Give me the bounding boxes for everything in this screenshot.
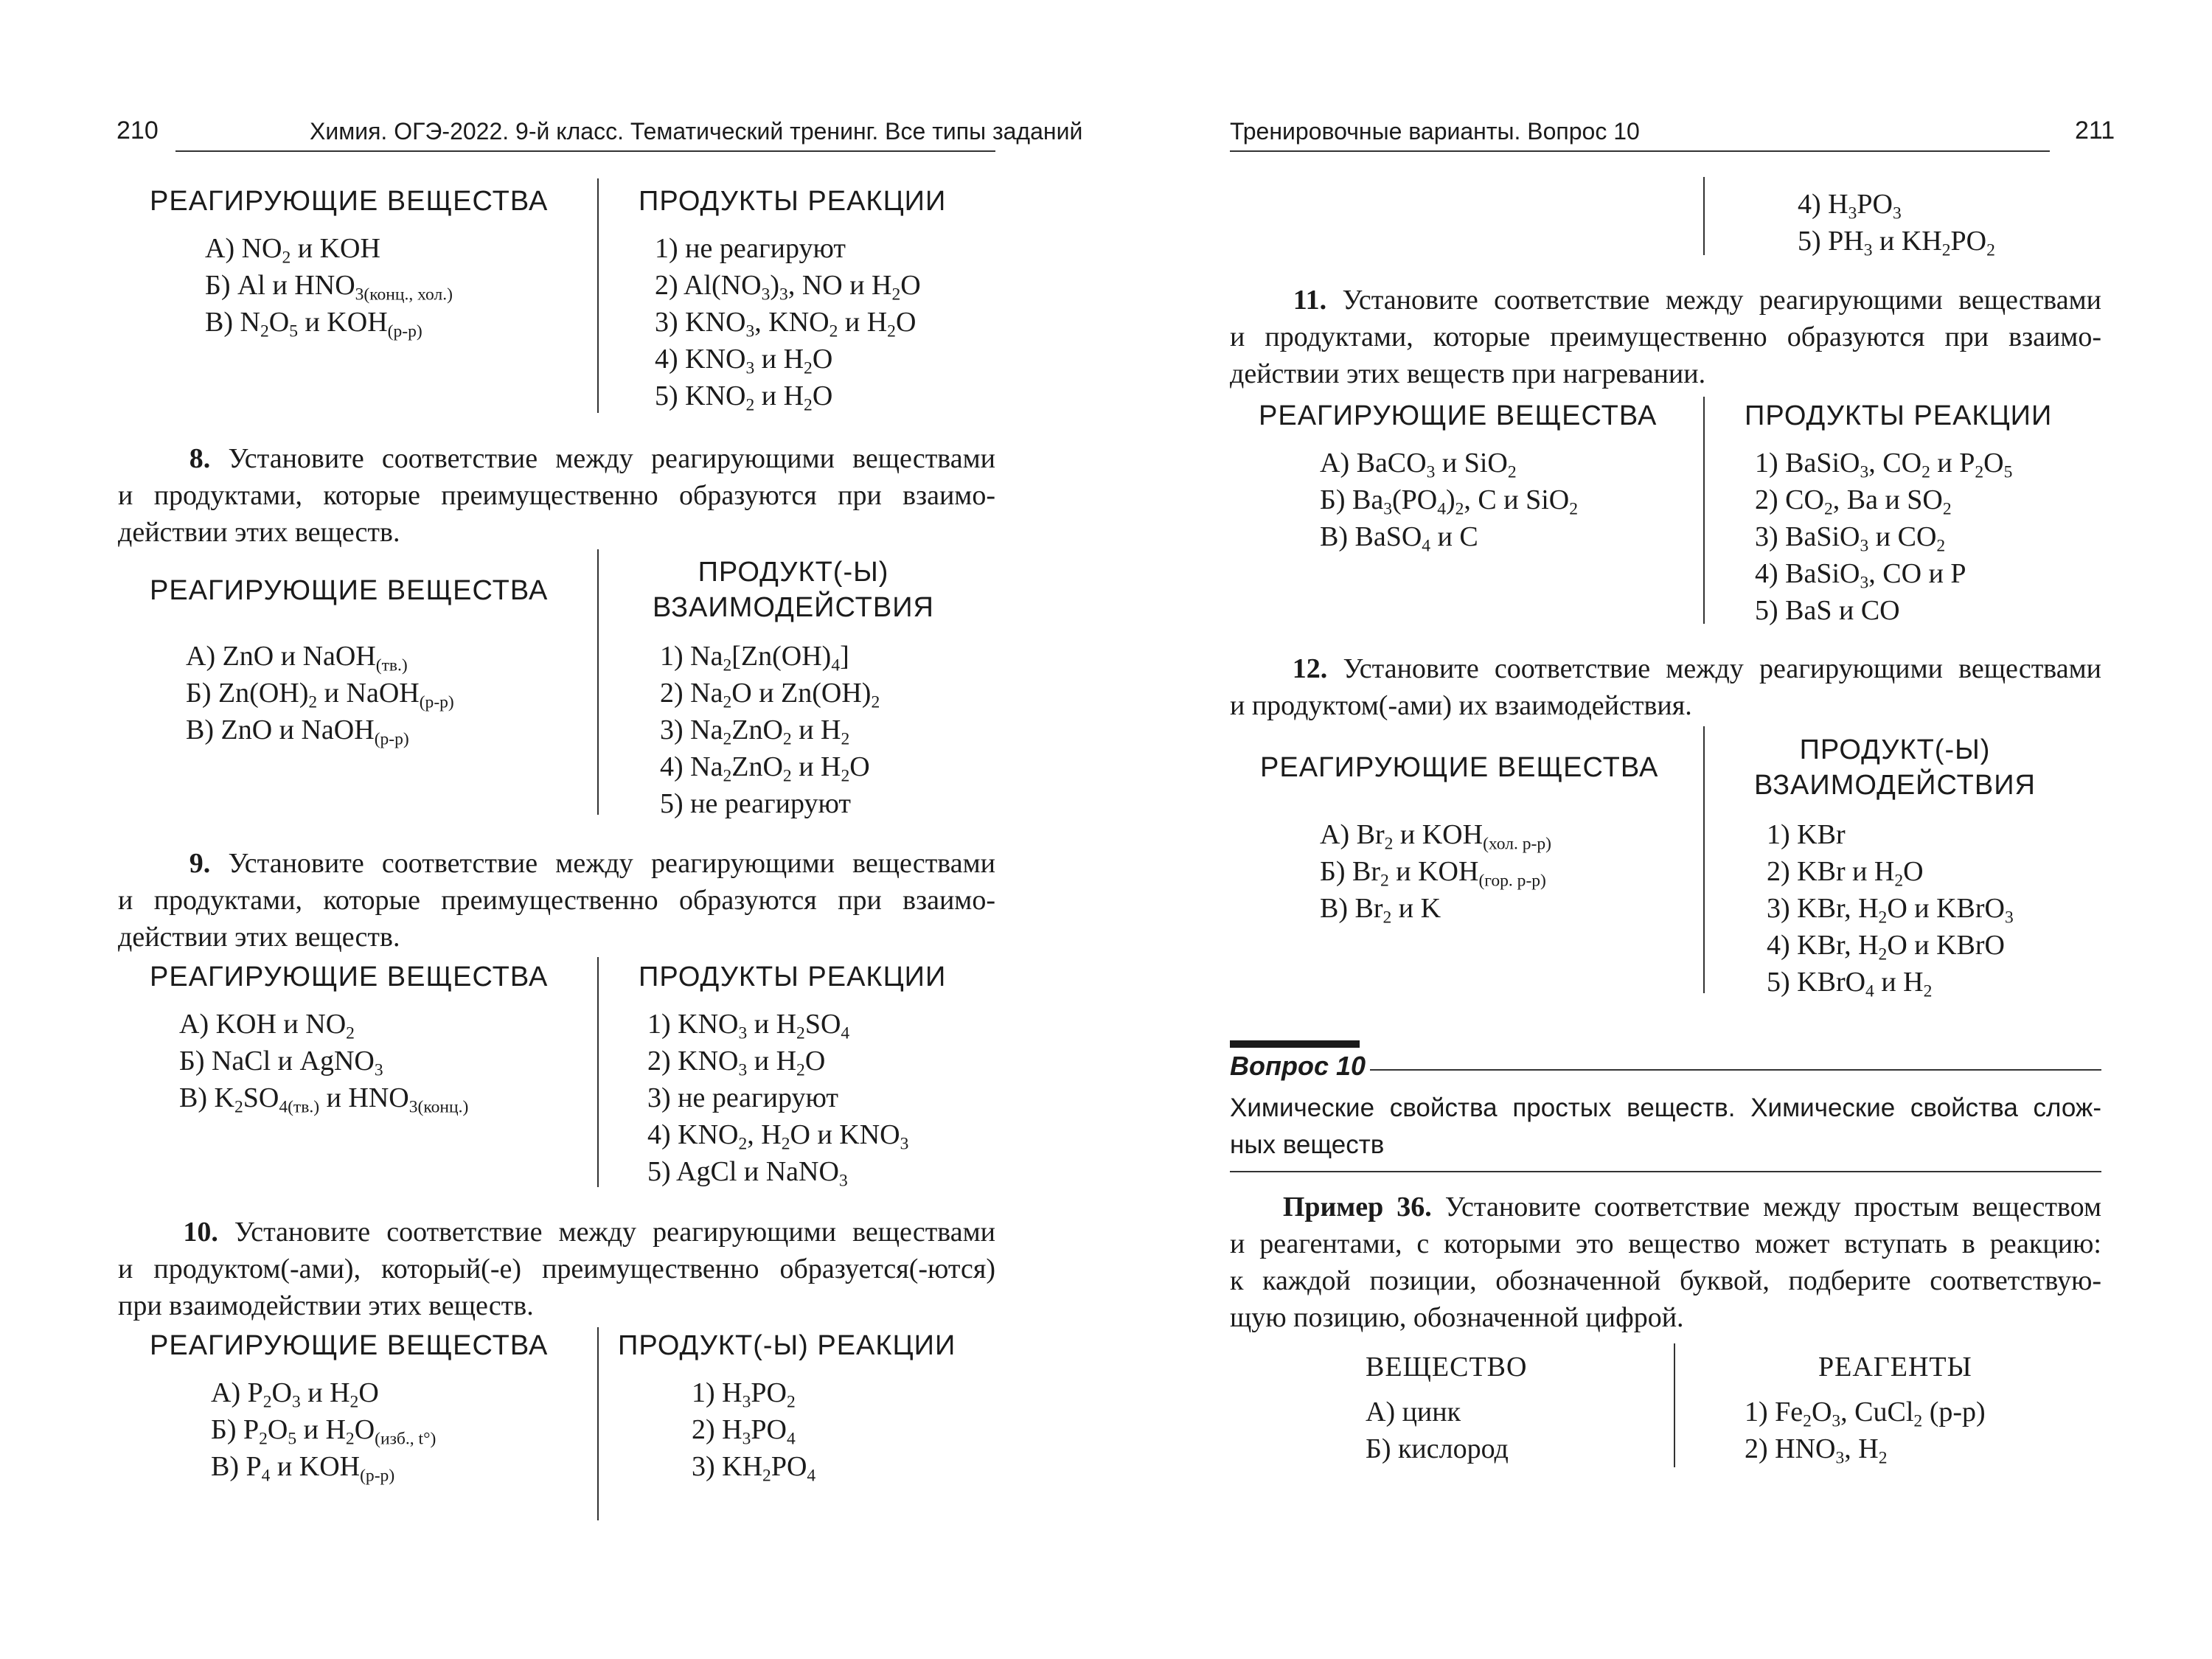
column-divider — [597, 549, 599, 815]
column-header-line-1: ПРОДУКТ(-Ы) — [698, 557, 889, 588]
column-header-products — [1740, 732, 2050, 803]
column-header-products — [639, 554, 948, 625]
column-divider — [597, 957, 599, 1187]
product-4: 4) $Na_2ZnO_2$ и $H_2O$ — [660, 751, 870, 786]
task-9-text: 9. Установите соответствие между реагирующими веществами и продуктами, которые преимущественно образуются при взаимо- действии этих веществ. — [118, 848, 995, 953]
reactant-c: В) $Br_2$ и K — [1320, 893, 1441, 928]
reactant-c: В) BaSO$_4$ и C — [1320, 521, 1478, 556]
product-5: 5) не реагируют — [660, 788, 851, 819]
page-number: 210 — [116, 116, 159, 145]
section-title: Вопрос 10 — [1230, 1051, 1366, 1081]
header-rule — [1230, 150, 2050, 152]
product-1: 1) $KNO_3$ и $H_2SO_4$ — [647, 1009, 850, 1043]
reactant-b: Б) Al и $HNO_{3(конц., хол.)}$ — [205, 270, 453, 305]
running-header: Химия. ОГЭ-2022. 9-й класс. Тематический тренинг. Все типы заданий — [310, 118, 1083, 145]
page-number: 211 — [2075, 116, 2115, 145]
column-header-line-2: ВЗАИМОДЕЙСТВИЯ — [1754, 770, 2036, 801]
column-header-substance: ВЕЩЕСТВО — [1366, 1352, 1528, 1382]
running-header: Тренировочные варианты. Вопрос 10 — [1230, 118, 1640, 145]
column-header-reactants: РЕАГИРУЮЩИЕ ВЕЩЕСТВА — [150, 1330, 549, 1361]
product-1: 1) KBr — [1767, 819, 1846, 850]
product-3: 3) $KNO_3$, $KNO_2$ и $H_2O$ — [655, 307, 917, 341]
column-divider — [1674, 1343, 1675, 1467]
product-2: 2) $Na_2O$ и $Zn(OH)_2$ — [660, 678, 880, 712]
column-header-reactants: РЕАГИРУЮЩИЕ ВЕЩЕСТВА — [1259, 400, 1658, 431]
header-rule — [175, 150, 995, 152]
column-header-products: ПРОДУКТЫ РЕАКЦИИ — [1745, 400, 2053, 431]
reactant-b: Б) $P_2O_5$ и $H_2O_{(изб., t^\circ)}$ — [211, 1414, 437, 1449]
reactant-a: А) $P_2O_3$ и $H_2O$ — [211, 1377, 379, 1412]
product-5: 5) AgCl и NaNO$_3$ — [647, 1156, 848, 1191]
product-3: 3) не реагируют — [647, 1082, 838, 1113]
column-header-reagents: РЕАГЕНТЫ — [1818, 1352, 1972, 1382]
reactant-b: Б) $Br_2$ и $KOH_{(гор. р-р)}$ — [1320, 856, 1546, 891]
section-bottom-rule — [1230, 1171, 2101, 1172]
column-header-reactants: РЕАГИРУЮЩИЕ ВЕЩЕСТВА — [1260, 752, 1659, 783]
column-header-reactants: РЕАГИРУЮЩИЕ ВЕЩЕСТВА — [150, 961, 549, 992]
section-accent-bar — [1230, 1040, 1360, 1048]
product-3: 3) KBr, $H_2O$ и KBrO$_3$ — [1767, 893, 2014, 928]
product-2: 2) $Al(NO_3)_3$, NO и $H_2O$ — [655, 270, 921, 305]
product-5: 5) $PH_3$ и $KH_2PO_2$ — [1798, 226, 1995, 260]
task-11-text: 11. Установите соответствие между реагирующими веществами и продуктами, которые преимущественно образуются при взаимо- действии этих веществ при нагревании. — [1230, 285, 2101, 389]
reactant-b: Б) $Ba_3(PO_4)_2$, C и SiO$_2$ — [1320, 484, 1579, 519]
product-5: 5) BaS и CO — [1755, 595, 1900, 626]
product-5: 5) $KNO_2$ и $H_2O$ — [655, 380, 833, 415]
column-header-reactants: РЕАГИРУЮЩИЕ ВЕЩЕСТВА — [150, 575, 549, 606]
product-1: 1) не реагируют — [655, 233, 846, 264]
product-1: 1) BaSiO$_3$, $CO_2$ и $P_2O_5$ — [1755, 448, 2013, 482]
product-4: 4) KBr, $H_2O$ и KBrO — [1767, 930, 2005, 964]
reactant-a: А) ZnO и NaOH$_{(тв.)}$ — [186, 641, 408, 675]
column-divider — [1703, 397, 1705, 624]
column-divider — [597, 178, 599, 413]
reagent-1: 1) $Fe_2O_3$, CuCl$_2$ (р-р) — [1745, 1397, 1986, 1431]
product-2: 2) KBr и $H_2O$ — [1767, 856, 1924, 891]
column-header-line-1: ПРОДУКТ(-Ы) — [1799, 734, 1991, 765]
reagent-2: 2) $HNO_3$, $H_2$ — [1745, 1433, 1888, 1468]
column-divider — [1703, 177, 1705, 255]
column-header-products: ПРОДУКТ(-Ы) РЕАКЦИИ — [618, 1330, 956, 1361]
product-1: 1) $Na_2[Zn(OH)_4]$ — [660, 641, 849, 675]
example-36-text: Пример 36. Установите соответствие между простым веществом и реагентами, с которыми это вещество может вступать в реакцию: к каждой позиции, обозначенной буквой, подберите соответствую- щую позицию, обозначенной цифрой. — [1230, 1192, 2101, 1333]
task-10-text: 10. Установите соответствие между реагирующими веществами и продуктом(-ами), который(-е) преимущественно образуется(-ются) при взаимодействии этих веществ. — [118, 1217, 995, 1321]
reactant-c: В) $N_2O_5$ и $KOH_{(р-р)}$ — [205, 307, 422, 341]
product-3: 3) $KH_2PO_4$ — [692, 1451, 816, 1486]
column-header-line-2: ВЗАИМОДЕЙСТВИЯ — [653, 592, 934, 623]
column-header-reactants: РЕАГИРУЮЩИЕ ВЕЩЕСТВА — [150, 186, 549, 217]
product-2: 2) $CO_2$, Ba и $SO_2$ — [1755, 484, 1952, 519]
column-header-products: ПРОДУКТЫ РЕАКЦИИ — [639, 961, 947, 992]
reactant-c: В) ZnO и NaOH$_{(р-р)}$ — [186, 714, 409, 749]
product-4: 4) $H_3PO_3$ — [1798, 189, 1902, 223]
product-4: 4) BaSiO$_3$, CO и P — [1755, 558, 1966, 593]
product-1: 1) $H_3PO_2$ — [692, 1377, 796, 1412]
column-divider — [597, 1327, 599, 1520]
reactant-c: В) $P_4$ и $KOH_{(р-р)}$ — [211, 1451, 395, 1486]
product-5: 5) KBrO$_4$ и $H_2$ — [1767, 967, 1933, 1001]
section-subtitle: Химические свойства простых веществ. Химические свойства слож- ных веществ — [1230, 1093, 2101, 1159]
reactant-a: А) $NO_2$ и KOH — [205, 233, 380, 268]
column-divider — [1703, 726, 1705, 993]
reactant-b: Б) NaCl и AgNO$_3$ — [179, 1046, 383, 1080]
product-4: 4) $KNO_3$ и $H_2O$ — [655, 344, 833, 378]
product-2: 2) $KNO_3$ и $H_2O$ — [647, 1046, 826, 1080]
product-3: 3) BaSiO$_3$ и $CO_2$ — [1755, 521, 1946, 556]
substance-b: Б) кислород — [1366, 1433, 1509, 1464]
reactant-b: Б) $Zn(OH)_2$ и NaOH$_{(р-р)}$ — [186, 678, 454, 712]
task-8-text: 8. Установите соответствие между реагирующими веществами и продуктами, которые преимущественно образуются при взаимо- действии этих веществ. — [118, 443, 995, 548]
reactant-a: А) $Br_2$ и $KOH_{(хол. р-р)}$ — [1320, 819, 1551, 854]
product-2: 2) $H_3PO_4$ — [692, 1414, 796, 1449]
right-page — [1106, 0, 2212, 1659]
column-header-products: ПРОДУКТЫ РЕАКЦИИ — [639, 186, 947, 217]
reactant-a: А) BaCO$_3$ и SiO$_2$ — [1320, 448, 1517, 482]
section-title-rule — [1370, 1069, 2101, 1071]
substance-a: А) цинк — [1366, 1397, 1461, 1427]
task-12-text: 12. Установите соответствие между реагирующими веществами и продуктом(-ами) их взаимодействия. — [1230, 653, 2101, 721]
reactant-c: В) $K_2SO_{4(тв.)}$ и $HNO_{3(конц.)}$ — [179, 1082, 469, 1117]
product-4: 4) $KNO_2$, $H_2O$ и $KNO_3$ — [647, 1119, 909, 1154]
reactant-a: А) KOH и $NO_2$ — [179, 1009, 355, 1043]
product-3: 3) $Na_2ZnO_2$ и $H_2$ — [660, 714, 850, 749]
